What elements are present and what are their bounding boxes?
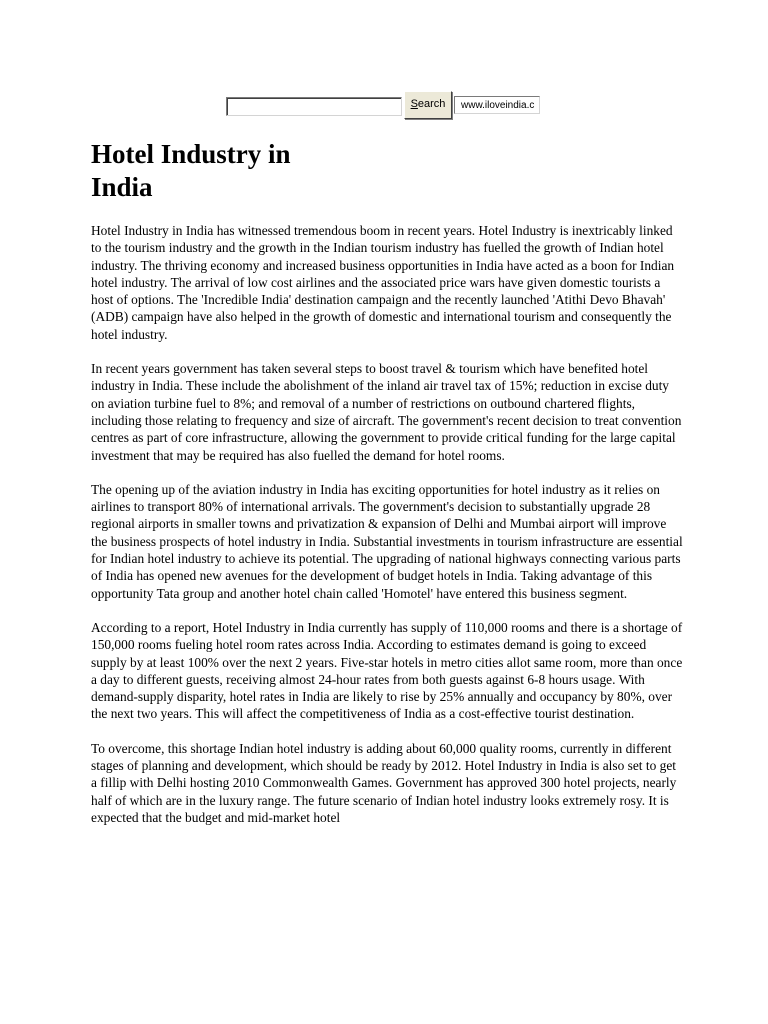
search-button[interactable] bbox=[404, 91, 452, 119]
article-paragraph-4: According to a report, Hotel Industry in India currently has supply of 110,000 rooms and there is a shortage of 150,000 rooms fueling hotel room rates across India. According to estimates demand is going to exceed supply by at least 100% over the next 2 years. Five-star hotels in metro cities allot same room, more than once a day to different guests, receiving almost 24-hour rates from both guests against 6-8 hours usage. With demand-supply disparity, hotel rates in India are likely to rise by 25% annually and occupancy by 80%, over the next two years. This will affect the competitiveness of India as a cost-effective tourist destination. bbox=[91, 619, 683, 722]
article-paragraph-5: To overcome, this shortage Indian hotel industry is adding about 60,000 quality rooms, currently in different stages of planning and development, which should be ready by 2012. Hotel Industry in India is also set to get a fillip with Delhi hosting 2010 Commonwealth Games. Government has approved 300 hotel projects, nearly half of which are in the luxury range. The future scenario of Indian hotel industry looks extremely rosy. It is expected that the budget and mid-market hotel bbox=[91, 740, 677, 825]
site-select[interactable]: www.iloveindia.c bbox=[454, 96, 540, 114]
article-paragraph-3: The opening up of the aviation industry in India has exciting opportunities for hotel industry as it relies on airlines to transport 80% of international arrivals. The government's decision to substantially upgrade 28 regional airports in smaller towns and privatization & expansion of Delhi and Mumbai airport will improve the business prospects of hotel industry in India. Substantial investments in tourism infrastructure are essential for Indian hotel industry to achieve its potential. The upgrading of national highways connecting various parts of India has opened new avenues for the development of budget hotels in India. Taking advantage of this opportunity Tata group and another hotel chain called 'Homotel' have entered this business segment. bbox=[91, 481, 683, 601]
search-button-label: earch bbox=[417, 98, 446, 110]
page-title-line2: India bbox=[91, 172, 153, 202]
article-paragraph-1: Hotel Industry in India has witnessed tremendous boom in recent years. Hotel Industry is inextricably linked to the tourism industry and the growth in the Indian tourism industry has fuelled the growth of Indian hotel industry. The thriving economy and increased business opportunities in India have acted as a boon for Indian hotel industry. The arrival of low cost airlines and the associated price wars have given domestic tourists a host of options. The 'Incredible India' destination campaign and the recently launched 'Atithi Devo Bhavah' (ADB) campaign have also helped in the growth of domestic and international tourism and consequently the hotel industry. bbox=[91, 223, 675, 342]
page-title-line1: Hotel Industry in bbox=[91, 139, 291, 169]
article-body bbox=[91, 222, 683, 843]
article-paragraph-2: In recent years government has taken several steps to boost travel & tourism which have benefited hotel industry in India. These include the abolishment of the inland air travel tax of 15%; reduction in excise duty on aviation turbine fuel to 8%; and removal of a number of restrictions on outbound chartered flights, including those relating to frequency and size of aircraft. The government's recent decision to treat convention centres as part of core infrastructure, allowing the government to provide critical funding for the large capital investment that may be required has also fuelled the demand for hotel rooms. bbox=[91, 361, 682, 463]
search-button-accesskey: S bbox=[410, 98, 418, 110]
search-bar bbox=[226, 91, 546, 119]
search-input[interactable] bbox=[226, 97, 402, 116]
page-title bbox=[91, 138, 371, 204]
